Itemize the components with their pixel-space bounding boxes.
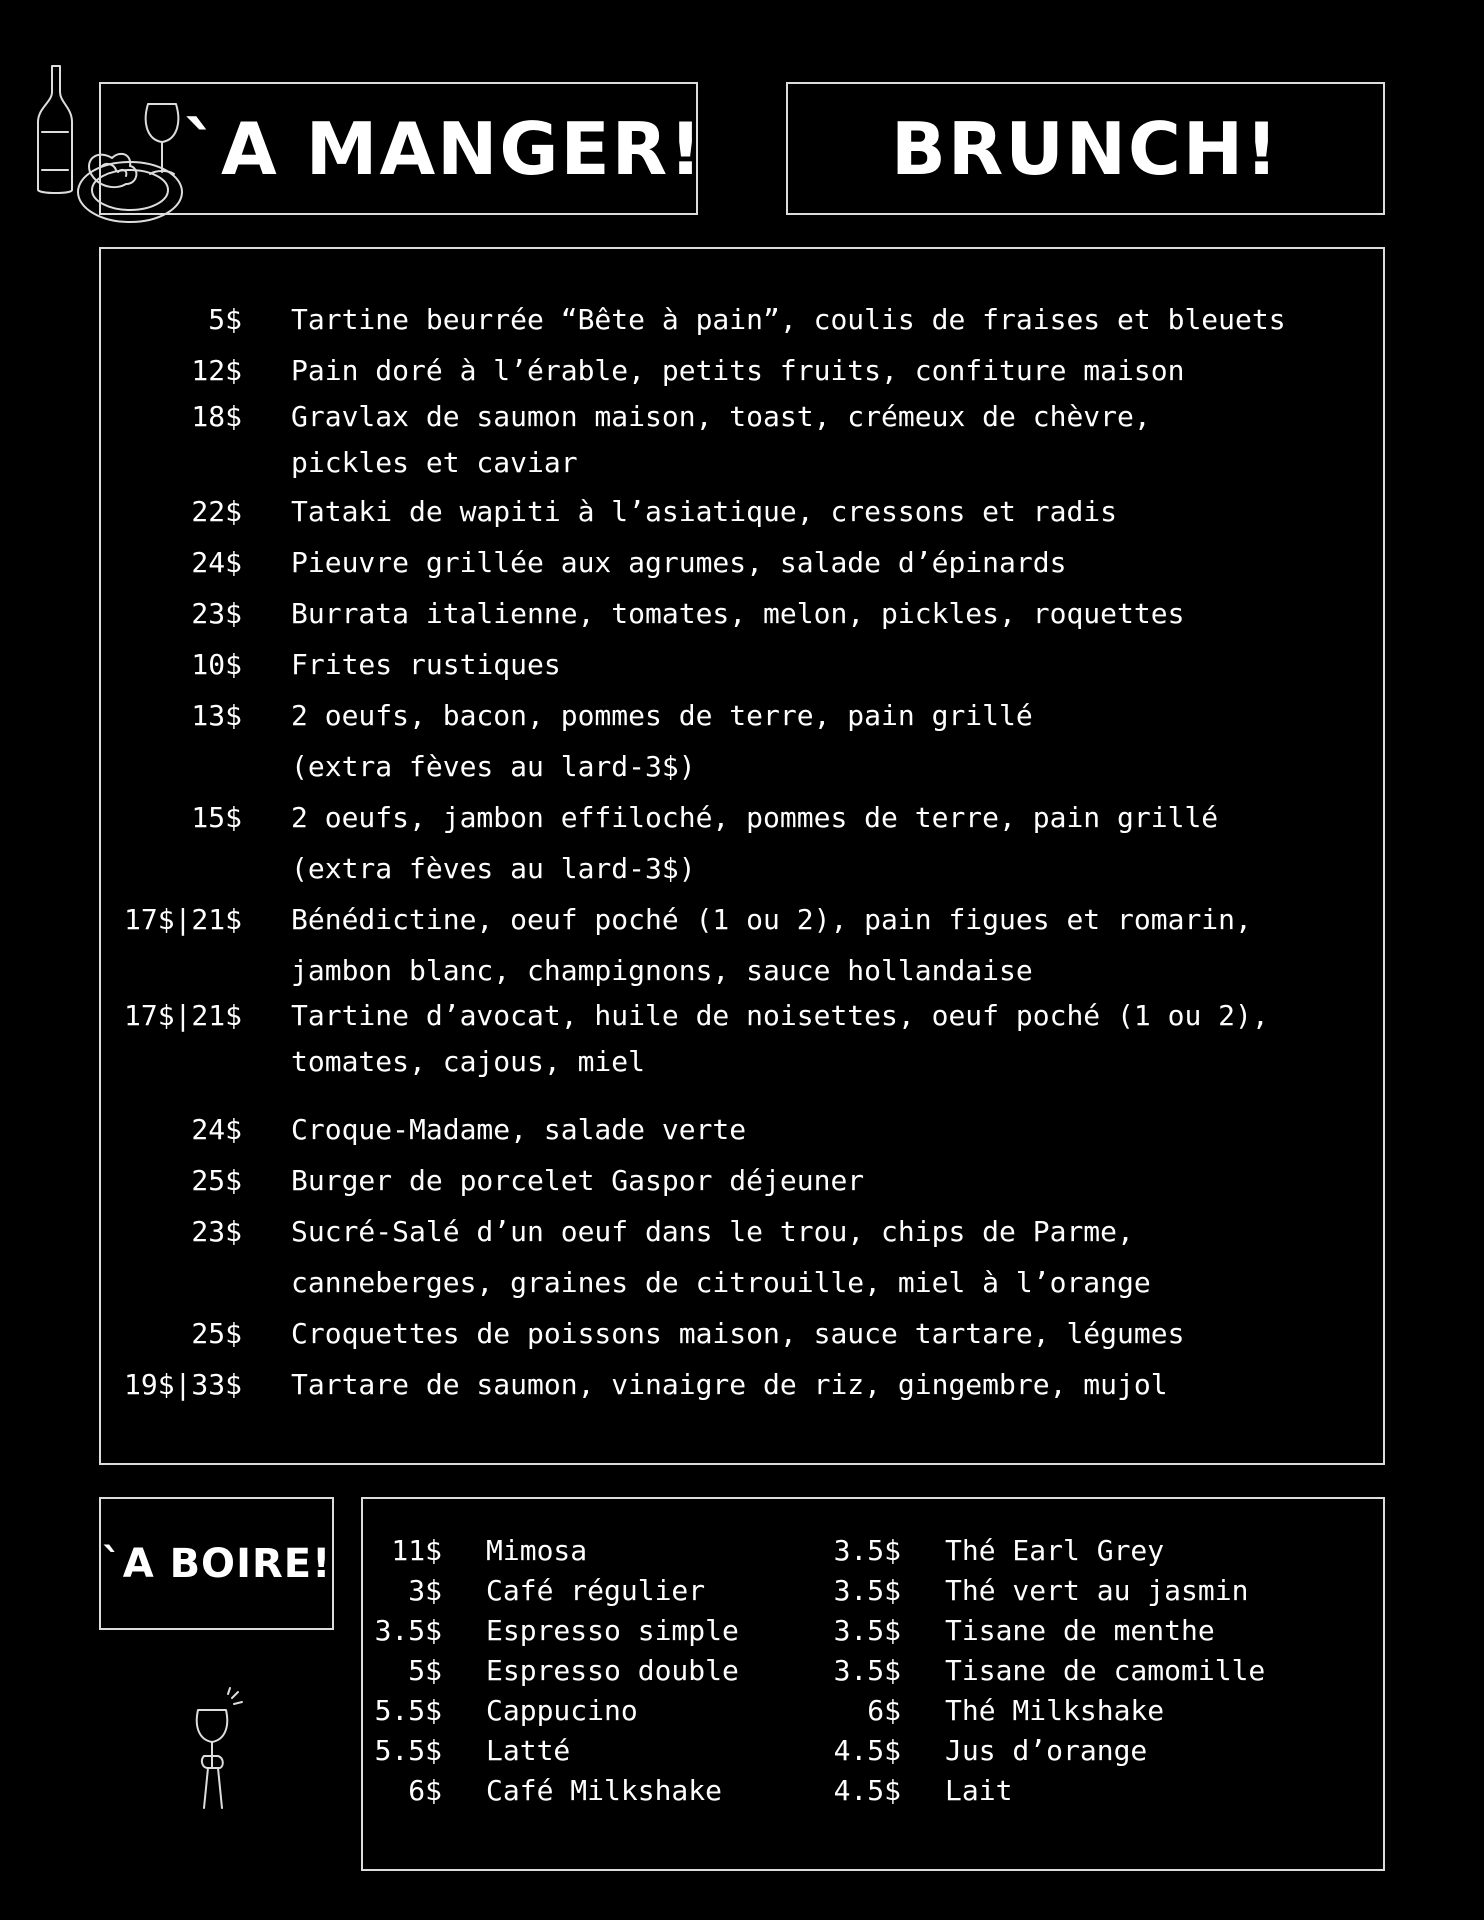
menu-item-description: jambon blanc, champignons, sauce hollandaise [291, 954, 1033, 987]
drink-name: Cappucino [486, 1694, 638, 1727]
menu-item-price: 19$|33$ [123, 1368, 242, 1401]
menu-item-description: (extra fèves au lard-3$) [291, 750, 696, 783]
hand-wine-glass-icon [190, 1688, 250, 1818]
drink-price: 3$ [408, 1574, 442, 1607]
drink-name: Thé Milkshake [945, 1694, 1165, 1727]
menu-item-description: Gravlax de saumon maison, toast, crémeux de chèvre, [291, 400, 1151, 433]
menu-item-price: 17$|21$ [123, 999, 242, 1032]
drink-name: Tisane de menthe [945, 1614, 1215, 1647]
menu-item-price: 25$ [191, 1164, 242, 1197]
drink-name: Mimosa [486, 1534, 588, 1567]
menu-item-description: Pain doré à l’érable, petits fruits, confiture maison [291, 354, 1185, 387]
drink-name: Jus d’orange [945, 1734, 1148, 1767]
menu-item-description: pickles et caviar [291, 446, 578, 479]
menu-item-description: canneberges, graines de citrouille, miel à l’orange [291, 1266, 1151, 1299]
drink-name: Thé Earl Grey [945, 1534, 1165, 1567]
drink-name: Lait [945, 1774, 1013, 1807]
menu-item-price: 23$ [191, 597, 242, 630]
menu-item-price: 10$ [191, 648, 242, 681]
drink-price: 6$ [867, 1694, 901, 1727]
drink-price: 3.5$ [833, 1574, 901, 1607]
menu-item-description: Burger de porcelet Gaspor déjeuner [291, 1164, 865, 1197]
menu-item-price: 24$ [191, 546, 242, 579]
drink-name: Tisane de camomille [945, 1654, 1266, 1687]
menu-item-description: Tartine beurrée “Bête à pain”, coulis de fraises et bleuets [291, 303, 1286, 336]
drink-price: 11$ [391, 1534, 442, 1567]
menu-item-description: Tartine d’avocat, huile de noisettes, oeuf poché (1 ou 2), [291, 999, 1269, 1032]
title-a-manger: `A MANGER! [99, 82, 698, 215]
drink-name: Espresso double [486, 1654, 739, 1687]
drink-price: 3.5$ [833, 1614, 901, 1647]
menu-item-description: 2 oeufs, bacon, pommes de terre, pain grillé [291, 699, 1033, 732]
drink-name: Latté [486, 1734, 571, 1767]
drink-name: Thé vert au jasmin [945, 1574, 1249, 1607]
menu-item-price: 25$ [191, 1317, 242, 1350]
food-menu-box [99, 247, 1385, 1465]
menu-item-description: 2 oeufs, jambon effiloché, pommes de terre, pain grillé [291, 801, 1219, 834]
menu-item-description: Croquettes de poissons maison, sauce tartare, légumes [291, 1317, 1185, 1350]
title-brunch: BRUNCH! [786, 82, 1385, 215]
menu-item-price: 24$ [191, 1113, 242, 1146]
menu-item-price: 15$ [191, 801, 242, 834]
menu-item-price: 5$ [208, 303, 242, 336]
drink-price: 6$ [408, 1774, 442, 1807]
title-a-boire: `A BOIRE! [99, 1497, 334, 1630]
drink-price: 5.5$ [374, 1694, 442, 1727]
drink-price: 3.5$ [833, 1534, 901, 1567]
drink-price: 4.5$ [833, 1774, 901, 1807]
menu-item-price: 22$ [191, 495, 242, 528]
menu-item-price: 13$ [191, 699, 242, 732]
drink-name: Café Milkshake [486, 1774, 723, 1807]
menu-item-price: 23$ [191, 1215, 242, 1248]
drink-price: 3.5$ [833, 1654, 901, 1687]
menu-item-description: tomates, cajous, miel [291, 1045, 646, 1078]
drink-name: Espresso simple [486, 1614, 739, 1647]
menu-item-price: 18$ [191, 400, 242, 433]
menu-item-description: Croque-Madame, salade verte [291, 1113, 747, 1146]
menu-item-description: Burrata italienne, tomates, melon, pickles, roquettes [291, 597, 1185, 630]
menu-item-price: 17$|21$ [123, 903, 242, 936]
drink-price: 3.5$ [374, 1614, 442, 1647]
menu-item-description: Tataki de wapiti à l’asiatique, cressons et radis [291, 495, 1118, 528]
drink-name: Café régulier [486, 1574, 706, 1607]
drink-price: 4.5$ [833, 1734, 901, 1767]
drink-price: 5$ [408, 1654, 442, 1687]
menu-item-description: Bénédictine, oeuf poché (1 ou 2), pain figues et romarin, [291, 903, 1252, 936]
menu-item-description: (extra fèves au lard-3$) [291, 852, 696, 885]
menu-item-description: Pieuvre grillée aux agrumes, salade d’épinards [291, 546, 1067, 579]
drinks-menu-box [361, 1497, 1385, 1871]
menu-item-price: 12$ [191, 354, 242, 387]
menu-item-description: Tartare de saumon, vinaigre de riz, gingembre, mujol [291, 1368, 1168, 1401]
menu-item-description: Sucré-Salé d’un oeuf dans le trou, chips de Parme, [291, 1215, 1134, 1248]
menu-item-description: Frites rustiques [291, 648, 561, 681]
drink-price: 5.5$ [374, 1734, 442, 1767]
